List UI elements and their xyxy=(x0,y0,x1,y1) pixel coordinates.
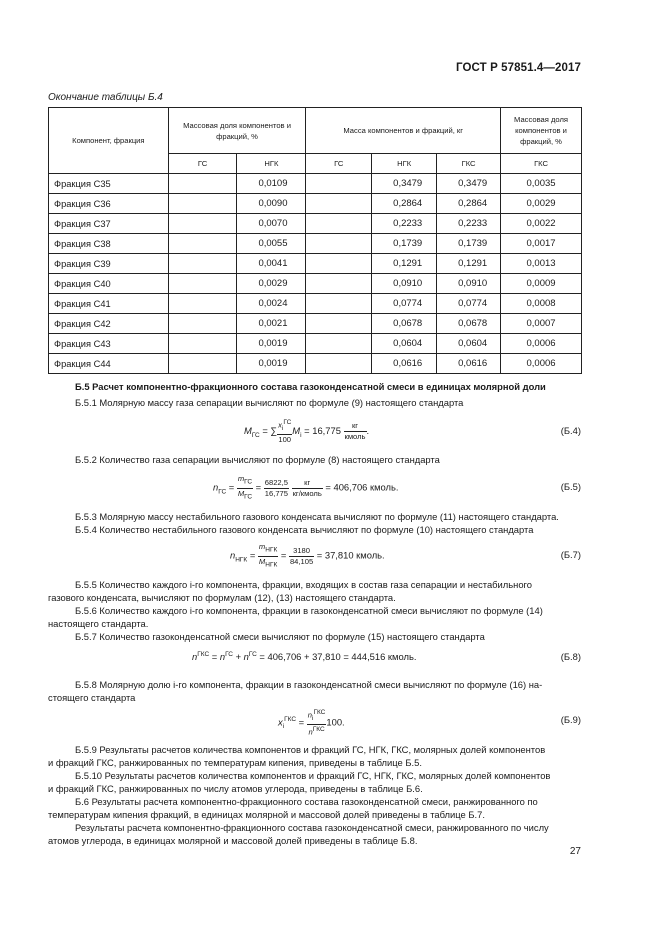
cell-gks-pct: 0,0009 xyxy=(501,274,582,294)
cell-name: Фракция С39 xyxy=(49,254,169,274)
cell-ngk-pct: 0,0041 xyxy=(237,254,306,274)
cell-ngk-kg: 0,1739 xyxy=(372,234,437,254)
col-header-mass: Масса компонентов и фракций, кг xyxy=(306,108,501,154)
cell-empty xyxy=(306,174,372,194)
paragraph: Б.5.5 Количество каждого i-го компонента, фракции, входящих в состав газа сепарации и нестабильного xyxy=(75,579,532,590)
table-row xyxy=(49,214,582,234)
equation-number: (Б.5) xyxy=(560,481,581,492)
subheader: ГС xyxy=(168,154,237,174)
cell-gks-pct: 0,0007 xyxy=(501,314,582,334)
subheader: ГС xyxy=(306,154,372,174)
cell-gks-kg: 0,3479 xyxy=(437,174,501,194)
cell-gks-kg: 0,0678 xyxy=(437,314,501,334)
cell-ngk-pct: 0,0024 xyxy=(237,294,306,314)
cell-empty xyxy=(306,194,372,214)
cell-name: Фракция С43 xyxy=(49,334,169,354)
fraction-table xyxy=(48,107,582,374)
subheader: ГКС xyxy=(437,154,501,174)
paragraph: и фракций ГКС, ранжированных по температурам кипения, приведены в таблице Б.5. xyxy=(48,757,422,768)
cell-name: Фракция С35 xyxy=(49,174,169,194)
cell-empty xyxy=(168,194,237,214)
paragraph: атомов углерода, в единицах молярной и массовой долей приведены в таблице Б.8. xyxy=(48,835,418,846)
paragraph: Результаты расчета компонентно-фракционного состава газоконденсатной смеси, ранжированного по числу xyxy=(75,822,549,833)
cell-gks-pct: 0,0017 xyxy=(501,234,582,254)
cell-name: Фракция С42 xyxy=(49,314,169,334)
cell-ngk-kg: 0,2233 xyxy=(372,214,437,234)
cell-gks-pct: 0,0022 xyxy=(501,214,582,234)
cell-gks-kg: 0,2233 xyxy=(437,214,501,234)
paragraph: газового конденсата, вычисляют по формулам (12), (13) настоящего стандарта. xyxy=(48,592,396,603)
cell-gks-pct: 0,0006 xyxy=(501,354,582,374)
subheader: ГКС xyxy=(501,154,582,174)
table-row xyxy=(49,274,582,294)
paragraph: Б.5.8 Молярную долю i-го компонента, фракции в газоконденсатной смеси вычисляют по формуле (16) на- xyxy=(75,679,543,690)
cell-ngk-pct: 0,0029 xyxy=(237,274,306,294)
cell-gks-pct: 0,0029 xyxy=(501,194,582,214)
subheader: НГК xyxy=(372,154,437,174)
paragraph: Б.5.1 Молярную массу газа сепарации вычисляют по формуле (9) настоящего стандарта xyxy=(75,397,464,408)
cell-empty xyxy=(168,314,237,334)
formula-b9: $x_i^{ГКС}$ = $\frac{n_i^{ГКС}}{n^{ГКС}}$ 100. xyxy=(278,709,345,737)
cell-gks-pct: 0,0035 xyxy=(501,174,582,194)
paragraph: и фракций ГКС, ранжированных по числу атомов углерода, приведены в таблице Б.6. xyxy=(48,783,423,794)
cell-empty xyxy=(306,314,372,334)
col-header-mass-fraction-gks: Массовая доля компонентов и фракций, % xyxy=(501,108,582,154)
cell-ngk-kg: 0,0616 xyxy=(372,354,437,374)
cell-gks-kg: 0,2864 xyxy=(437,194,501,214)
document-id: ГОСТ Р 57851.4—2017 xyxy=(456,62,581,74)
table-row xyxy=(49,294,582,314)
cell-gks-pct: 0,0013 xyxy=(501,254,582,274)
cell-empty xyxy=(306,254,372,274)
col-header-component: Компонент, фракция xyxy=(49,108,169,174)
paragraph: Б.5.2 Количество газа сепарации вычисляют по формуле (8) настоящего стандарта xyxy=(75,454,440,465)
equation-number: (Б.9) xyxy=(560,714,581,725)
cell-name: Фракция С37 xyxy=(49,214,169,234)
cell-empty xyxy=(168,234,237,254)
paragraph: Б.5.3 Молярную массу нестабильного газового конденсата вычисляют по формуле (11) настоящего стандарта. xyxy=(75,511,559,522)
cell-ngk-kg: 0,0910 xyxy=(372,274,437,294)
cell-name: Фракция С38 xyxy=(49,234,169,254)
formula-b5: $n_{ГС}$ = $\frac{m_{ГС}}{M_{ГС}}$ = $\frac{6822,5}{16,775}$ $\frac{кг}{\text{кг/кмоль}}$ = 406,706 кмоль. xyxy=(213,474,399,501)
cell-gks-kg: 0,1739 xyxy=(437,234,501,254)
cell-ngk-pct: 0,0070 xyxy=(237,214,306,234)
table-row xyxy=(49,174,582,194)
table-row xyxy=(49,194,582,214)
col-header-mass-fraction: Массовая доля компонентов и фракций, % xyxy=(168,108,306,154)
equation-number: (Б.7) xyxy=(560,549,581,560)
cell-name: Фракция С40 xyxy=(49,274,169,294)
equation-number: (Б.8) xyxy=(560,651,581,662)
formula-b4: $M_{ГС}$ = ∑ $\frac{x_i^{ГС}}{100}$ $M_i = 16,775$ $\frac{кг}{\text{кмоль}}$ . xyxy=(244,419,370,445)
table-row xyxy=(49,254,582,274)
paragraph: Б.5.4 Количество нестабильного газового конденсата вычисляют по формуле (10) настоящего стандарта xyxy=(75,524,534,535)
cell-empty xyxy=(306,334,372,354)
equation-number: (Б.4) xyxy=(560,425,581,436)
cell-empty xyxy=(306,294,372,314)
cell-ngk-pct: 0,0090 xyxy=(237,194,306,214)
cell-ngk-kg: 0,2864 xyxy=(372,194,437,214)
cell-ngk-pct: 0,0055 xyxy=(237,234,306,254)
paragraph: Б.6 Результаты расчета компонентно-фракционного состава газоконденсатной смеси, ранжированного по xyxy=(75,796,538,807)
cell-empty xyxy=(306,354,372,374)
cell-ngk-pct: 0,0109 xyxy=(237,174,306,194)
page-number: 27 xyxy=(569,846,581,857)
cell-ngk-kg: 0,3479 xyxy=(372,174,437,194)
cell-gks-pct: 0,0006 xyxy=(501,334,582,354)
cell-gks-kg: 0,0774 xyxy=(437,294,501,314)
cell-gks-kg: 0,1291 xyxy=(437,254,501,274)
paragraph: стоящего стандарта xyxy=(48,692,136,703)
cell-empty xyxy=(168,334,237,354)
paragraph: Б.5.9 Результаты расчетов количества компонентов и фракций ГС, НГК, ГКС, молярных долей компонентов xyxy=(75,744,546,755)
subheader: НГК xyxy=(237,154,306,174)
cell-ngk-kg: 0,1291 xyxy=(372,254,437,274)
cell-empty xyxy=(168,254,237,274)
cell-empty xyxy=(306,274,372,294)
cell-empty xyxy=(168,354,237,374)
cell-ngk-kg: 0,0774 xyxy=(372,294,437,314)
cell-name: Фракция С44 xyxy=(49,354,169,374)
cell-gks-pct: 0,0008 xyxy=(501,294,582,314)
cell-ngk-kg: 0,0678 xyxy=(372,314,437,334)
section-heading: Б.5 Расчет компонентно-фракционного состава газоконденсатной смеси в единицах молярной доли xyxy=(75,381,546,392)
table-row xyxy=(49,234,582,254)
cell-gks-kg: 0,0604 xyxy=(437,334,501,354)
cell-ngk-pct: 0,0019 xyxy=(237,354,306,374)
cell-ngk-pct: 0,0021 xyxy=(237,314,306,334)
paragraph: Б.5.7 Количество газоконденсатной смеси вычисляют по формуле (15) настоящего стандарта xyxy=(75,631,485,642)
cell-empty xyxy=(168,214,237,234)
paragraph: температурам кипения фракций, в единицах молярной и массовой долей приведены в таблице Б.7. xyxy=(48,809,485,820)
table-row xyxy=(49,314,582,334)
cell-gks-kg: 0,0910 xyxy=(437,274,501,294)
cell-empty xyxy=(168,174,237,194)
formula-b8: $n^{ГКС} = n^{ГС} + n^{ГС} = 406,706 + 37,810 = 444,516$ кмоль. xyxy=(192,651,417,663)
formula-b7: $n_{НГК}$ = $\frac{m_{НГК}}{M_{НГК}}$ = $\frac{3180}{84,105}$ = 37,810 кмоль. xyxy=(230,542,385,569)
cell-empty xyxy=(306,234,372,254)
table-row xyxy=(49,334,582,354)
cell-gks-kg: 0,0616 xyxy=(437,354,501,374)
paragraph: Б.5.6 Количество каждого i-го компонента, фракции в газоконденсатной смеси вычисляют по формуле (14) xyxy=(75,605,543,616)
paragraph: настоящего стандарта. xyxy=(48,618,149,629)
cell-empty xyxy=(168,294,237,314)
cell-ngk-pct: 0,0019 xyxy=(237,334,306,354)
table-caption: Окончание таблицы Б.4 xyxy=(48,92,163,103)
cell-empty xyxy=(306,214,372,234)
paragraph: Б.5.10 Результаты расчетов количества компонентов и фракций ГС, НГК, ГКС, молярных долей компонентов xyxy=(75,770,551,781)
cell-ngk-kg: 0,0604 xyxy=(372,334,437,354)
cell-empty xyxy=(168,274,237,294)
cell-name: Фракция С36 xyxy=(49,194,169,214)
table-row xyxy=(49,354,582,374)
cell-name: Фракция С41 xyxy=(49,294,169,314)
